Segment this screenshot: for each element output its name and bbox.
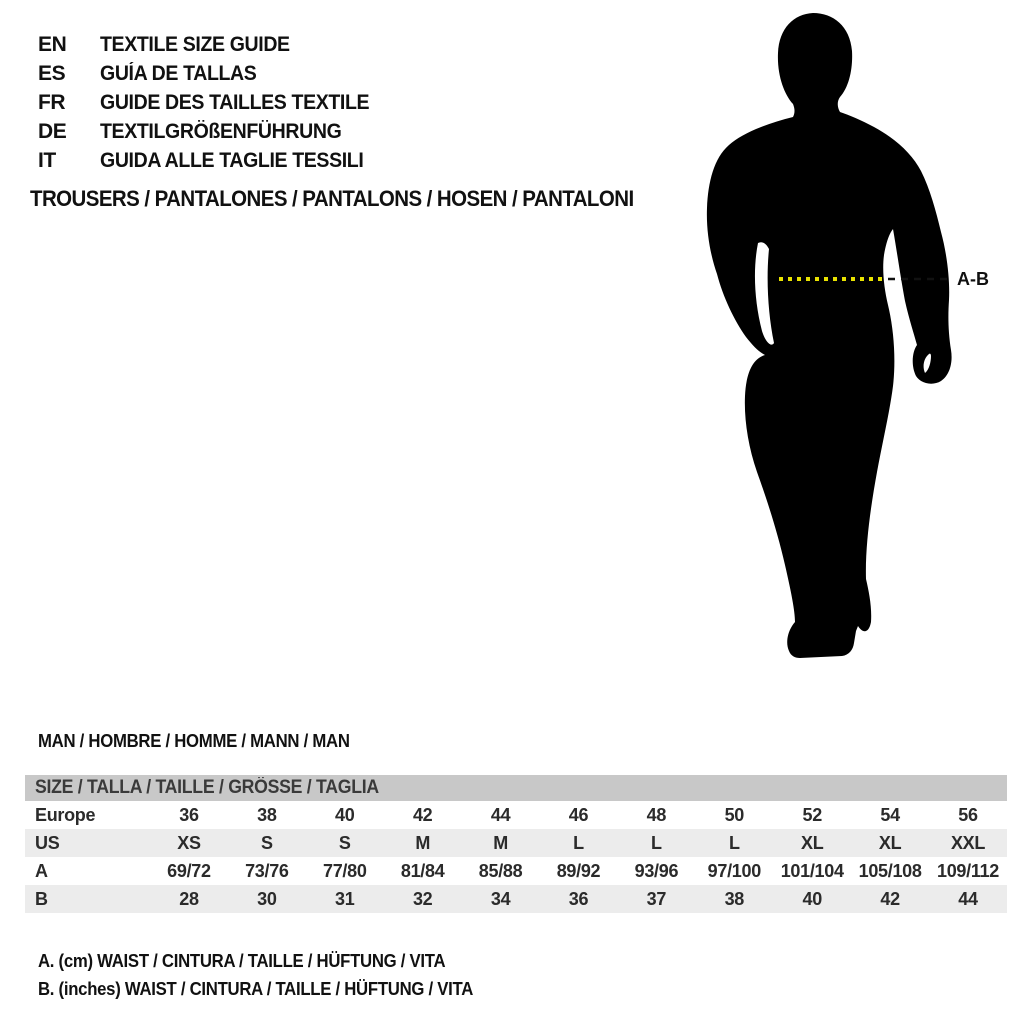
size-cell: 30 — [257, 888, 277, 909]
size-cell: 52 — [802, 804, 822, 825]
size-cell: 46 — [568, 804, 589, 825]
size-cell: M — [493, 832, 508, 853]
language-row-fr — [38, 88, 389, 117]
size-cell: 105/108 — [858, 860, 922, 881]
category-title — [30, 186, 679, 212]
size-cell: 42 — [412, 804, 433, 825]
size-cell: 38 — [257, 804, 277, 825]
row-label: US — [35, 832, 60, 853]
language-code: ES — [38, 61, 66, 85]
size-cell: 37 — [646, 888, 667, 909]
size-cell: 54 — [880, 804, 900, 825]
size-cell: 109/112 — [937, 860, 999, 881]
size-cell: 44 — [490, 804, 511, 825]
language-title: TEXTILGRÖßENFÜHRUNG — [100, 119, 342, 143]
size-cell: 101/104 — [780, 860, 844, 881]
size-cell: 38 — [724, 888, 744, 909]
size-cell: 97/100 — [707, 860, 761, 881]
language-code: IT — [38, 148, 56, 172]
language-list — [38, 30, 389, 175]
size-cell: L — [728, 832, 740, 853]
size-cell: XXL — [950, 832, 986, 853]
size-table — [25, 775, 1007, 913]
table-row-b-inches — [25, 885, 1007, 913]
language-row-it — [38, 146, 389, 175]
measurement-notes — [38, 947, 506, 1003]
note-b-text: B. (inches) WAIST / CINTURA / TAILLE / HÜFTUNG / VITA — [38, 978, 474, 999]
language-title: GUIDA ALLE TAGLIE TESSILI — [100, 148, 364, 172]
language-code: FR — [38, 90, 66, 114]
size-cell: XL — [878, 832, 902, 853]
size-cell: 42 — [880, 888, 900, 909]
size-cell: 73/76 — [245, 860, 289, 881]
language-row-de — [38, 117, 389, 146]
note-a-cm — [38, 947, 506, 975]
row-label: B — [35, 888, 48, 909]
size-cell: S — [261, 832, 273, 853]
row-label: A — [35, 860, 48, 881]
row-label: Europe — [35, 804, 96, 825]
measure-label: A-B — [957, 269, 989, 289]
size-cell: 81/84 — [400, 860, 445, 881]
size-cell: 40 — [802, 888, 822, 909]
language-code: EN — [38, 32, 67, 56]
size-cell: 50 — [724, 804, 744, 825]
table-row-europe — [25, 801, 1007, 829]
size-cell: 36 — [568, 888, 589, 909]
size-cell: 48 — [646, 804, 667, 825]
size-cell: 34 — [490, 888, 511, 909]
size-cell: 69/72 — [167, 860, 211, 881]
size-cell: 28 — [179, 888, 199, 909]
language-title: GUIDE DES TAILLES TEXTILE — [100, 90, 370, 114]
size-cell: 56 — [958, 804, 978, 825]
size-cell: S — [338, 832, 351, 853]
note-a-text: A. (cm) WAIST / CINTURA / TAILLE / HÜFTUNG / VITA — [38, 950, 446, 971]
language-row-es — [38, 59, 389, 88]
size-cell: L — [573, 832, 584, 853]
size-cell: 77/80 — [322, 860, 367, 881]
size-cell: 32 — [412, 888, 433, 909]
size-cell: XL — [801, 832, 824, 853]
size-table-header-text: SIZE / TALLA / TAILLE / GRÖSSE / TAGLIA — [35, 777, 379, 798]
language-title: TEXTILE SIZE GUIDE — [100, 32, 290, 56]
size-cell: M — [415, 832, 431, 853]
size-cell: 93/96 — [634, 860, 679, 881]
size-cell: 44 — [958, 888, 978, 909]
man-silhouette — [707, 13, 952, 658]
size-cell: 31 — [335, 888, 355, 909]
size-table-header — [25, 775, 1007, 801]
note-b-inches — [38, 975, 506, 1003]
size-cell: 85/88 — [478, 860, 523, 881]
section-label-man — [38, 731, 373, 752]
size-cell: 36 — [179, 804, 199, 825]
table-row-a-cm — [25, 857, 1007, 885]
category-title-text: TROUSERS / PANTALONES / PANTALONS / HOSEN / PANTALONI — [30, 186, 634, 211]
language-code: DE — [38, 119, 67, 143]
size-cell: 89/92 — [556, 860, 601, 881]
table-row-us — [25, 829, 1007, 857]
size-cell: L — [651, 832, 662, 853]
size-cell: XS — [177, 832, 201, 853]
size-cell: 40 — [335, 804, 355, 825]
language-row-en — [38, 30, 389, 59]
section-label-text: MAN / HOMBRE / HOMME / MANN / MAN — [38, 731, 350, 751]
language-title: GUÍA DE TALLAS — [100, 61, 257, 85]
